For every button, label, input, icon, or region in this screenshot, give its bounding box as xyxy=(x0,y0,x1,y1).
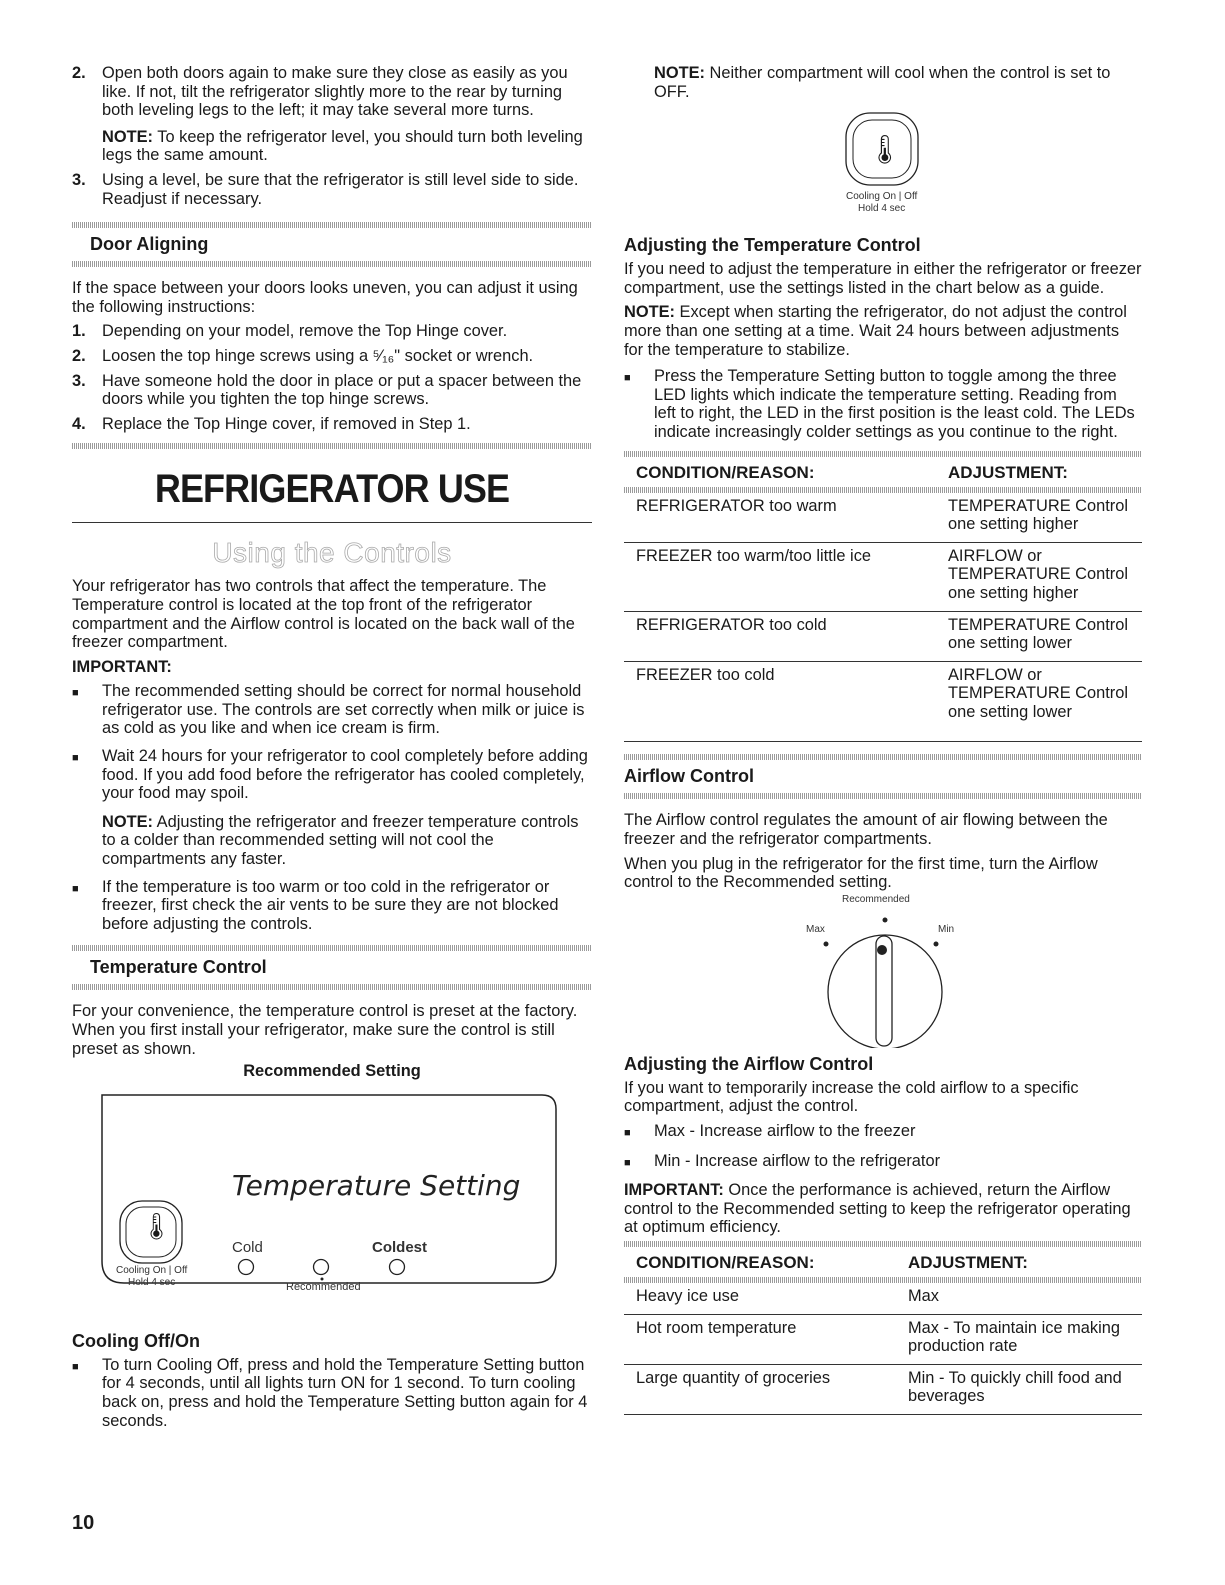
condition-cell: Hot room temperature xyxy=(624,1314,896,1364)
cold-label: Cold xyxy=(232,1238,263,1256)
door-step xyxy=(72,322,592,341)
adjustment-cell: TEMPERATURE Control one setting lower xyxy=(936,611,1142,661)
step-text: Have someone hold the door in place or put a spacer between the doors while you tighten the top hinge screws. xyxy=(102,371,582,409)
bullet-text: The recommended setting should be correct for normal household refrigerator use. The controls are set correctly when milk or juice is as cold as you like and when ice cream is firm. xyxy=(102,682,585,738)
adjustment-cell: TEMPERATURE Control one setting higher xyxy=(936,493,1142,543)
hold-label: Hold 4 sec xyxy=(128,1276,176,1288)
note-label: NOTE: xyxy=(624,303,675,322)
important-text: Once the performance is achieved, return the Airflow control to the Recommended setting to keep the refrigerator operating at optimum efficiency. xyxy=(624,1181,1131,1237)
divider xyxy=(72,261,592,267)
door-intro: If the space between your doors looks uneven, you can adjust it using the following instructions: xyxy=(72,279,578,316)
adjustment-cell: AIRFLOW or TEMPERATURE Control one setting lower xyxy=(936,661,1142,742)
bullet-icon: ■ xyxy=(624,1127,631,1140)
cooling-icon-illustration xyxy=(624,109,1142,229)
cooling-on-off-label: Cooling On | Off xyxy=(116,1264,188,1276)
bullet-icon: ■ xyxy=(72,687,79,700)
bullet-text: If the temperature is too warm or too cold in the refrigerator or freezer, first check the air vents to be sure they are not blocked before adjusting the controls. xyxy=(102,877,559,933)
cooling-off-on-heading: Cooling Off/On xyxy=(72,1330,200,1351)
note-label: NOTE: xyxy=(654,64,705,82)
recommended-label: Recommended xyxy=(286,1280,361,1293)
table-header-row xyxy=(624,1247,1142,1277)
condition-cell: REFRIGERATOR too warm xyxy=(624,493,936,543)
bullet-text: Wait 24 hours for your refrigerator to cool completely before adding food. If you add food before the refrigerator has cooled completely, your food may spoil. xyxy=(102,747,588,803)
condition-header: CONDITION/REASON: xyxy=(636,1253,815,1272)
left-column xyxy=(72,64,592,1439)
step-text: Open both doors again to make sure they close as easily as you like. If not, tilt the refrigerator slightly more to the rear by turning both leveling legs to the left; it may take several more turns. xyxy=(102,64,568,120)
cooling-bullet xyxy=(72,1356,592,1430)
note-text: Except when starting the refrigerator, do not adjust the control more than one setting at a time. Wait 24 hours between adjustments for the temperature to stabilize. xyxy=(624,303,1127,359)
important-bullet xyxy=(72,682,592,738)
note-text: Neither compartment will cool when the control is set to OFF. xyxy=(654,64,1111,101)
table-row xyxy=(624,1283,1142,1314)
bullet-icon: ■ xyxy=(72,882,79,895)
important-airflow xyxy=(624,1181,1142,1237)
airflow-bullet xyxy=(624,1152,1142,1173)
page-number: 10 xyxy=(72,1512,95,1534)
door-steps-list xyxy=(72,322,592,433)
note-text: To keep the refrigerator level, you should turn both leveling legs the same amount. xyxy=(102,127,583,165)
section-title: Using the Controls xyxy=(212,537,452,569)
dial-max-label: Max xyxy=(806,923,825,935)
temperature-panel-illustration xyxy=(72,1093,592,1303)
important-bullet xyxy=(72,747,592,869)
airflow-dial[interactable] xyxy=(624,892,1142,1048)
off-note xyxy=(624,64,1142,101)
leveling-step-3 xyxy=(72,171,592,208)
dial-min-label: Min xyxy=(938,923,955,935)
coldest-label: Coldest xyxy=(372,1238,428,1256)
table-row xyxy=(624,542,1142,611)
divider xyxy=(72,984,592,990)
condition-cell: Heavy ice use xyxy=(624,1283,896,1314)
thermometer-icon[interactable]: 🌡︎ xyxy=(140,1210,174,1241)
adjusting-temperature-note xyxy=(624,303,1142,359)
right-column xyxy=(624,64,1142,1415)
note-label: NOTE: xyxy=(102,127,153,146)
panel-title: Temperature Setting xyxy=(232,1168,521,1202)
divider xyxy=(624,793,1142,799)
title-rule xyxy=(72,522,592,523)
table-row xyxy=(624,1314,1142,1364)
table-row xyxy=(624,611,1142,661)
dial-recommended-label: Recommended xyxy=(842,893,910,905)
adjustment-cell: Max - To maintain ice making production rate xyxy=(896,1314,1142,1364)
step-number: 3. xyxy=(72,170,86,189)
adjustment-cell: AIRFLOW or TEMPERATURE Control one setting higher xyxy=(936,542,1142,611)
bullet-text: Press the Temperature Setting button to toggle among the three LED lights which indicate the temperature setting. Reading from left to right, the LED in the first position is the least cold. The LEDs indicate increasingly colder settings as you continue to the right. xyxy=(654,367,1135,441)
bullet-text: Max - Increase airflow to the freezer xyxy=(654,1122,916,1141)
temperature-control-heading: Temperature Control xyxy=(90,957,267,978)
led-bullet xyxy=(624,367,1142,441)
bullet-icon: ■ xyxy=(72,1360,79,1373)
step-number: 3. xyxy=(72,371,86,390)
door-aligning-heading: Door Aligning xyxy=(90,234,209,255)
airflow-dial-illustration xyxy=(624,892,1142,1048)
bullet-icon: ■ xyxy=(72,752,79,765)
controls-intro: Your refrigerator has two controls that affect the temperature. The Temperature control is located at the top front of the refrigerator compartment and the Airflow control is located on the back wall of the freezer compartment. xyxy=(72,577,575,652)
bullet-text: To turn Cooling Off, press and hold the Temperature Setting button for 4 seconds, until all lights turn ON for 1 second. To turn cooling back on, press and hold the Temperature Setting button again for 4 seconds. xyxy=(102,1355,588,1430)
thermometer-icon[interactable]: 🌡︎ xyxy=(867,134,903,166)
adjustment-cell: Min - To quickly chill food and beverages xyxy=(896,1364,1142,1414)
airflow-paragraph-2: When you plug in the refrigerator for the first time, turn the Airflow control to the Recommended setting. xyxy=(624,854,1098,892)
cooling-on-off-label: Cooling On | Off xyxy=(846,191,918,203)
airflow-control-heading: Airflow Control xyxy=(624,766,754,787)
bullet-note xyxy=(102,813,592,869)
note-text: Adjusting the refrigerator and freezer temperature controls to a colder than recommended setting will not cool the compartments any faster. xyxy=(102,812,579,869)
leveling-step-2 xyxy=(72,64,592,165)
step-number: 1. xyxy=(72,322,86,341)
condition-cell: REFRIGERATOR too cold xyxy=(624,611,936,661)
temperature-intro: For your convenience, the temperature control is preset at the factory. When you first install your refrigerator, make sure the control is still preset as shown. xyxy=(72,1002,578,1058)
bullet-text: Min - Increase airflow to the refrigerator xyxy=(654,1151,941,1170)
door-step xyxy=(72,415,592,434)
step-number: 2. xyxy=(72,64,86,82)
important-label: IMPORTANT: xyxy=(72,657,172,676)
vents-bullet xyxy=(72,878,592,934)
step-text: Replace the Top Hinge cover, if removed in Step 1. xyxy=(102,414,471,433)
adjustment-header: ADJUSTMENT: xyxy=(908,1253,1028,1272)
airflow-adjustment-table xyxy=(624,1247,1142,1415)
recommended-setting-caption: Recommended Setting xyxy=(243,1062,421,1081)
step-number: 4. xyxy=(72,414,86,433)
page-title: REFRIGERATOR USE xyxy=(154,467,510,512)
condition-cell: Large quantity of groceries xyxy=(624,1364,896,1414)
condition-header: CONDITION/REASON: xyxy=(636,462,815,482)
hold-label: Hold 4 sec xyxy=(858,203,906,215)
condition-cell: FREEZER too warm/too little ice xyxy=(624,542,936,611)
step-text: Using a level, be sure that the refrigerator is still level side to side. Readjust if necessary. xyxy=(102,170,579,208)
step-number: 2. xyxy=(72,346,86,365)
adjusting-temperature-intro: If you need to adjust the temperature in either the refrigerator or freezer compartment, use the settings listed in the chart below as a guide. xyxy=(624,260,1142,297)
table-row xyxy=(624,1364,1142,1414)
table-row xyxy=(624,661,1142,742)
door-step xyxy=(72,372,592,409)
adjusting-temperature-heading: Adjusting the Temperature Control xyxy=(624,235,921,256)
note-label: NOTE: xyxy=(102,812,153,831)
temperature-adjustment-table xyxy=(624,457,1142,743)
adjusting-airflow-heading: Adjusting the Airflow Control xyxy=(624,1053,874,1074)
adjustment-cell: Max xyxy=(896,1283,1142,1314)
important-label: IMPORTANT: xyxy=(624,1181,724,1200)
airflow-paragraph-1: The Airflow control regulates the amount of air flowing between the freezer and the refrigerator compartments. xyxy=(624,811,1108,849)
step-text: Depending on your model, remove the Top Hinge cover. xyxy=(102,322,508,341)
adjustment-header: ADJUSTMENT: xyxy=(948,462,1068,482)
table-row xyxy=(624,493,1142,543)
bullet-icon: ■ xyxy=(624,1156,631,1169)
step-text: Loosen the top hinge screws using a ⁵⁄₁₆" socket or wrench. xyxy=(102,346,534,365)
divider xyxy=(72,443,592,449)
bullet-icon: ■ xyxy=(624,372,631,385)
table-header-row xyxy=(624,457,1142,487)
door-step xyxy=(72,347,592,366)
step-note xyxy=(102,128,592,165)
adjusting-airflow-intro: If you want to temporarily increase the cold airflow to a specific compartment, adjust the control. xyxy=(624,1078,1079,1116)
condition-cell: FREEZER too cold xyxy=(624,661,936,742)
airflow-bullet xyxy=(624,1122,1142,1143)
